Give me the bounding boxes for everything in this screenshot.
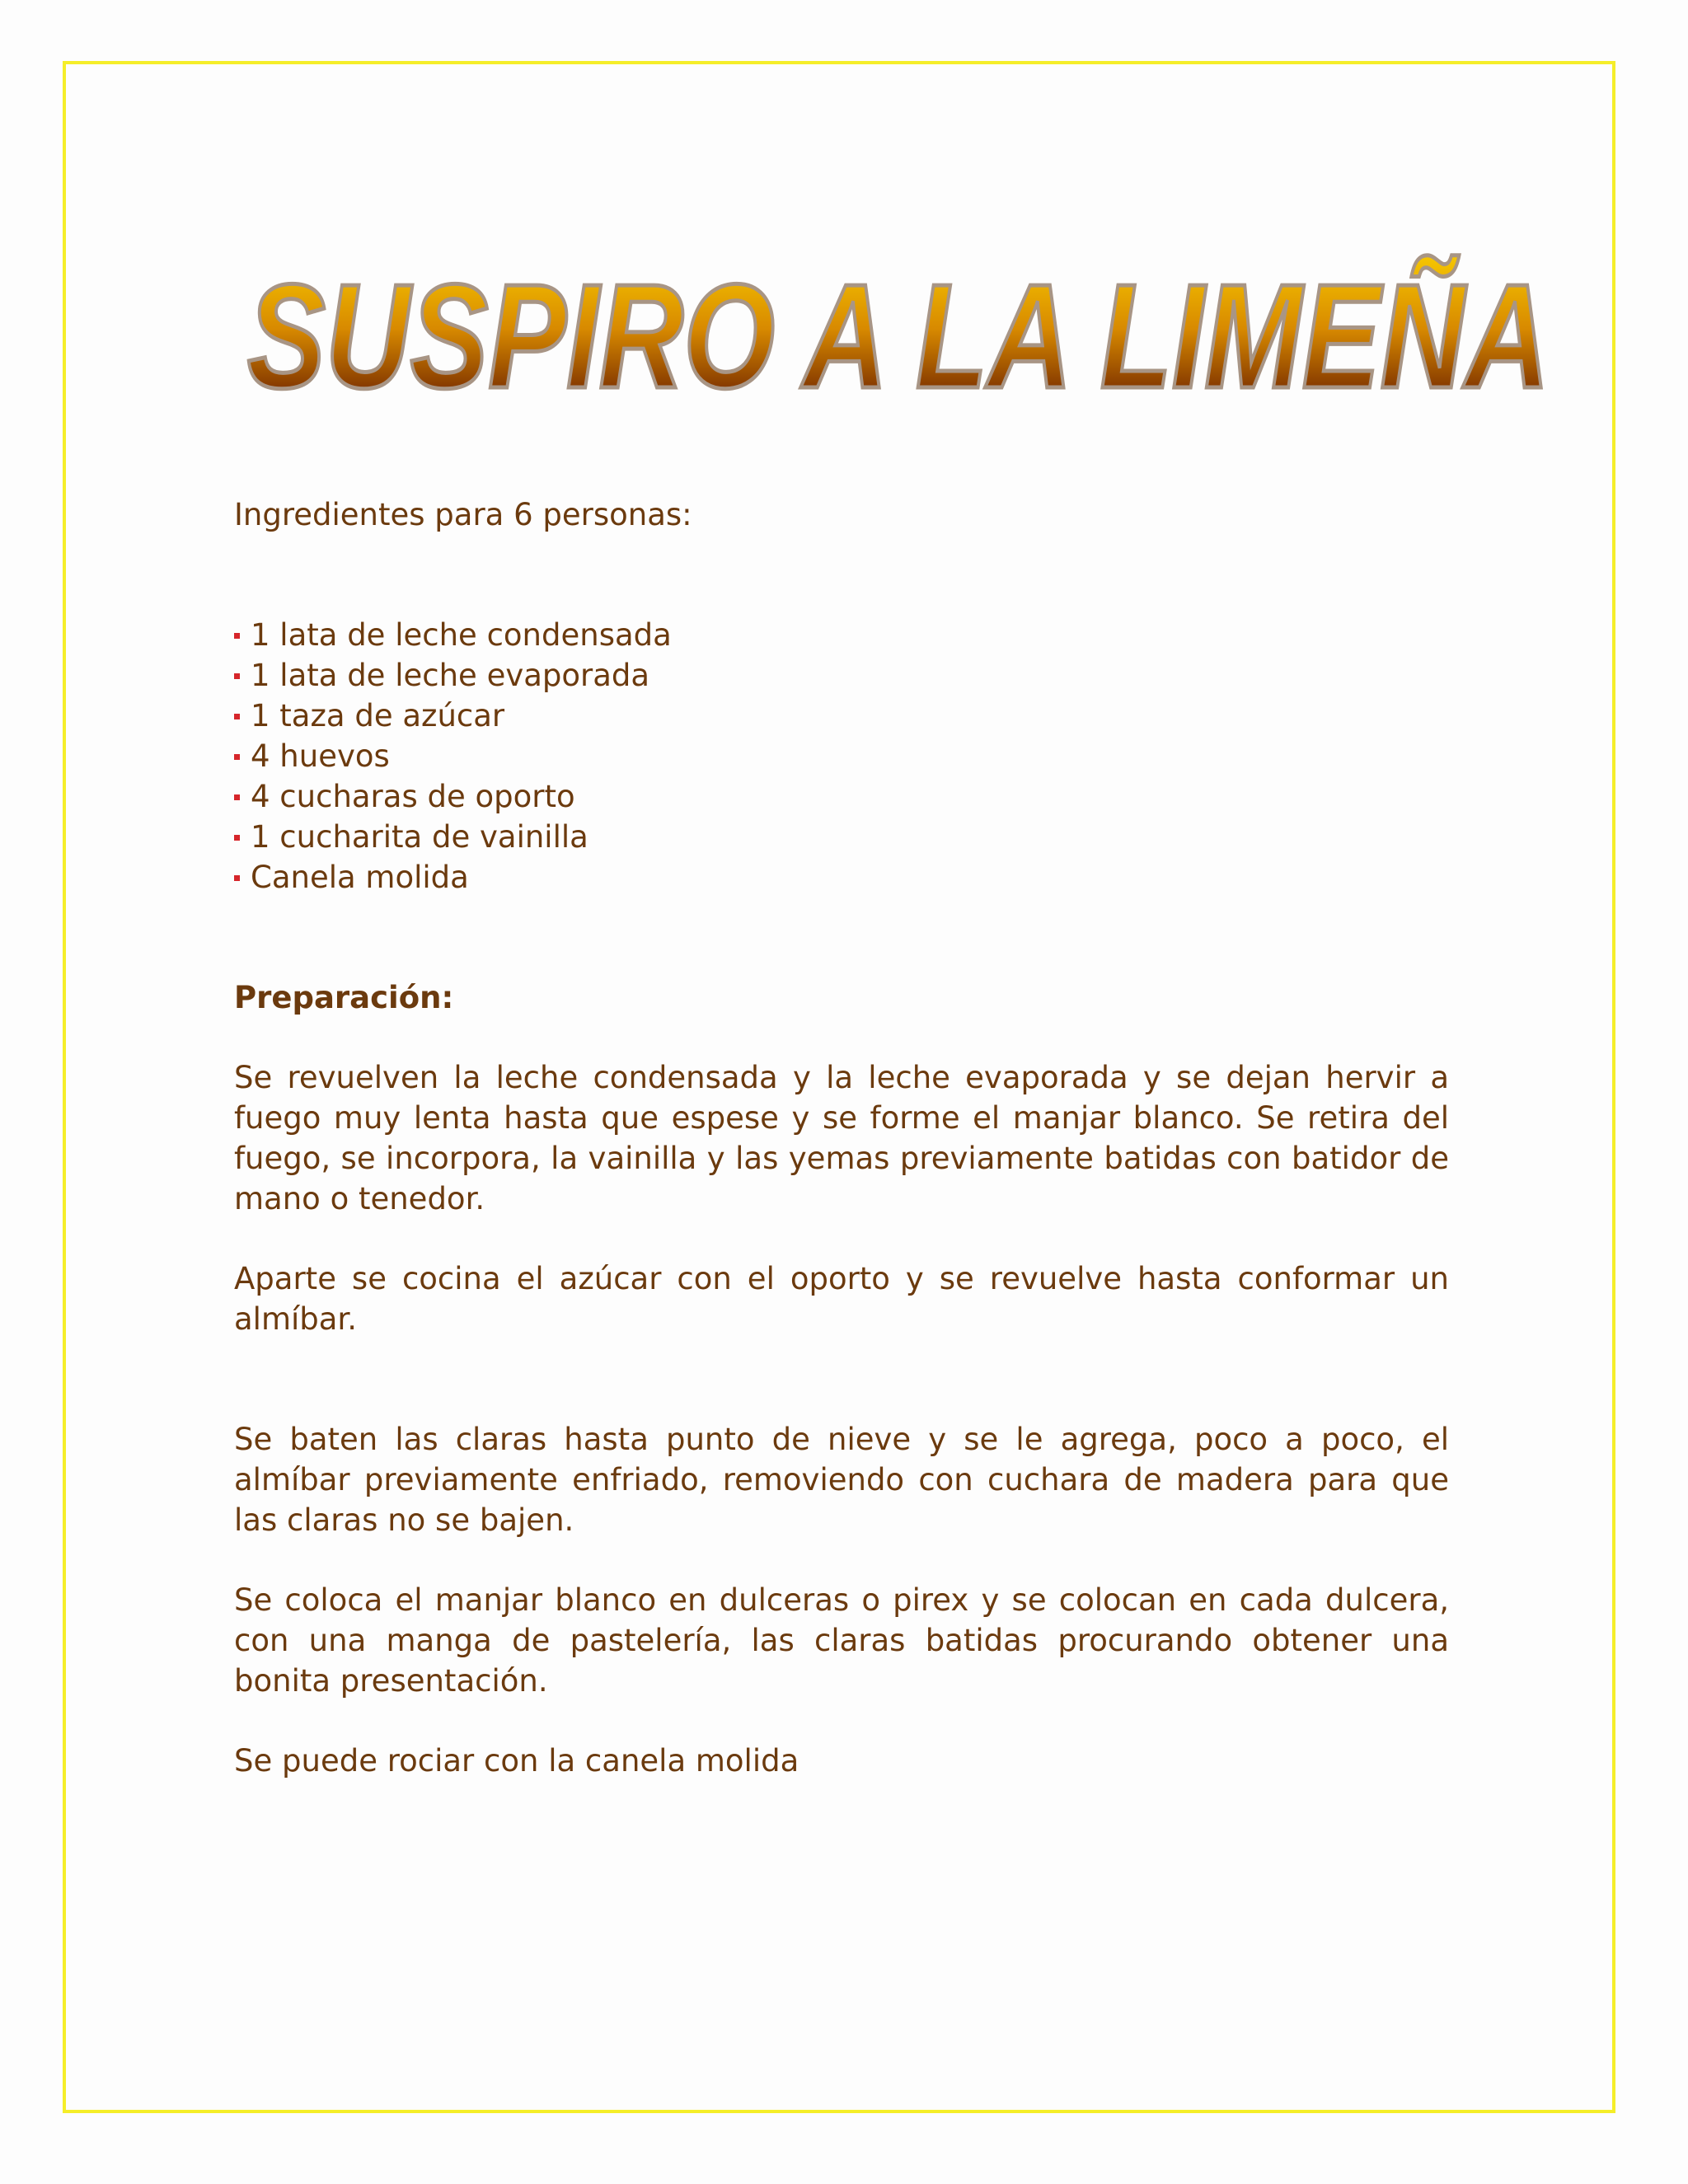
ingredient-item bbox=[234, 776, 1449, 817]
ingredients-intro: Ingredientes para 6 personas: bbox=[234, 497, 692, 532]
ingredient-text: 4 cucharas de oporto bbox=[251, 779, 575, 814]
bullet-icon bbox=[234, 875, 240, 881]
preparation-paragraph: Se revuelven la leche condensada y la leche evaporada y se dejan hervir a fuego muy lenta hasta que espese y se forme el manjar blanco. Se retira del fuego, se incorpora, la vainilla y las yemas previamente batidas con batidor de mano o tenedor. bbox=[234, 1060, 1449, 1216]
ingredient-item bbox=[234, 615, 1449, 655]
title-wordart-svg bbox=[239, 223, 1558, 419]
ingredient-item bbox=[234, 655, 1449, 696]
preparation-paragraph: Aparte se cocina el azúcar con el oporto y se revuelve hasta conformar un almíbar. bbox=[234, 1261, 1449, 1337]
title-text: SUSPIRO A LA LIMEÑA bbox=[247, 254, 1550, 419]
ingredient-item bbox=[234, 817, 1449, 857]
ingredient-text: Canela molida bbox=[251, 860, 469, 895]
bullet-icon bbox=[234, 714, 240, 719]
ingredient-text: 1 cucharita de vainilla bbox=[251, 819, 588, 855]
ingredient-text: 1 lata de leche evaporada bbox=[251, 658, 650, 693]
ingredient-item bbox=[234, 696, 1449, 736]
title-wordart bbox=[239, 223, 1558, 419]
bullet-icon bbox=[234, 754, 240, 760]
preparation-heading: Preparación: bbox=[234, 980, 454, 1015]
recipe-content bbox=[234, 494, 1449, 1781]
preparation-paragraph: Se puede rociar con la canela molida bbox=[234, 1743, 799, 1779]
preparation-paragraph: Se coloca el manjar blanco en dulceras o pirex y se colocan en cada dulcera, con una manga de pastelería, las claras batidas procurando obtener una bonita presentación. bbox=[234, 1582, 1449, 1699]
bullet-icon bbox=[234, 794, 240, 800]
ingredient-item bbox=[234, 736, 1449, 776]
preparation-paragraph: Se baten las claras hasta punto de nieve y se le agrega, poco a poco, el almíbar previamente enfriado, removiendo con cuchara de madera para que las claras no se bajen. bbox=[234, 1422, 1449, 1538]
bullet-icon bbox=[234, 835, 240, 841]
bullet-icon bbox=[234, 633, 240, 639]
ingredient-text: 1 lata de leche condensada bbox=[251, 617, 672, 653]
ingredient-list bbox=[234, 615, 1449, 898]
ingredient-text: 1 taza de azúcar bbox=[251, 698, 505, 733]
ingredient-item bbox=[234, 857, 1449, 898]
bullet-icon bbox=[234, 673, 240, 679]
ingredient-text: 4 huevos bbox=[251, 738, 390, 774]
